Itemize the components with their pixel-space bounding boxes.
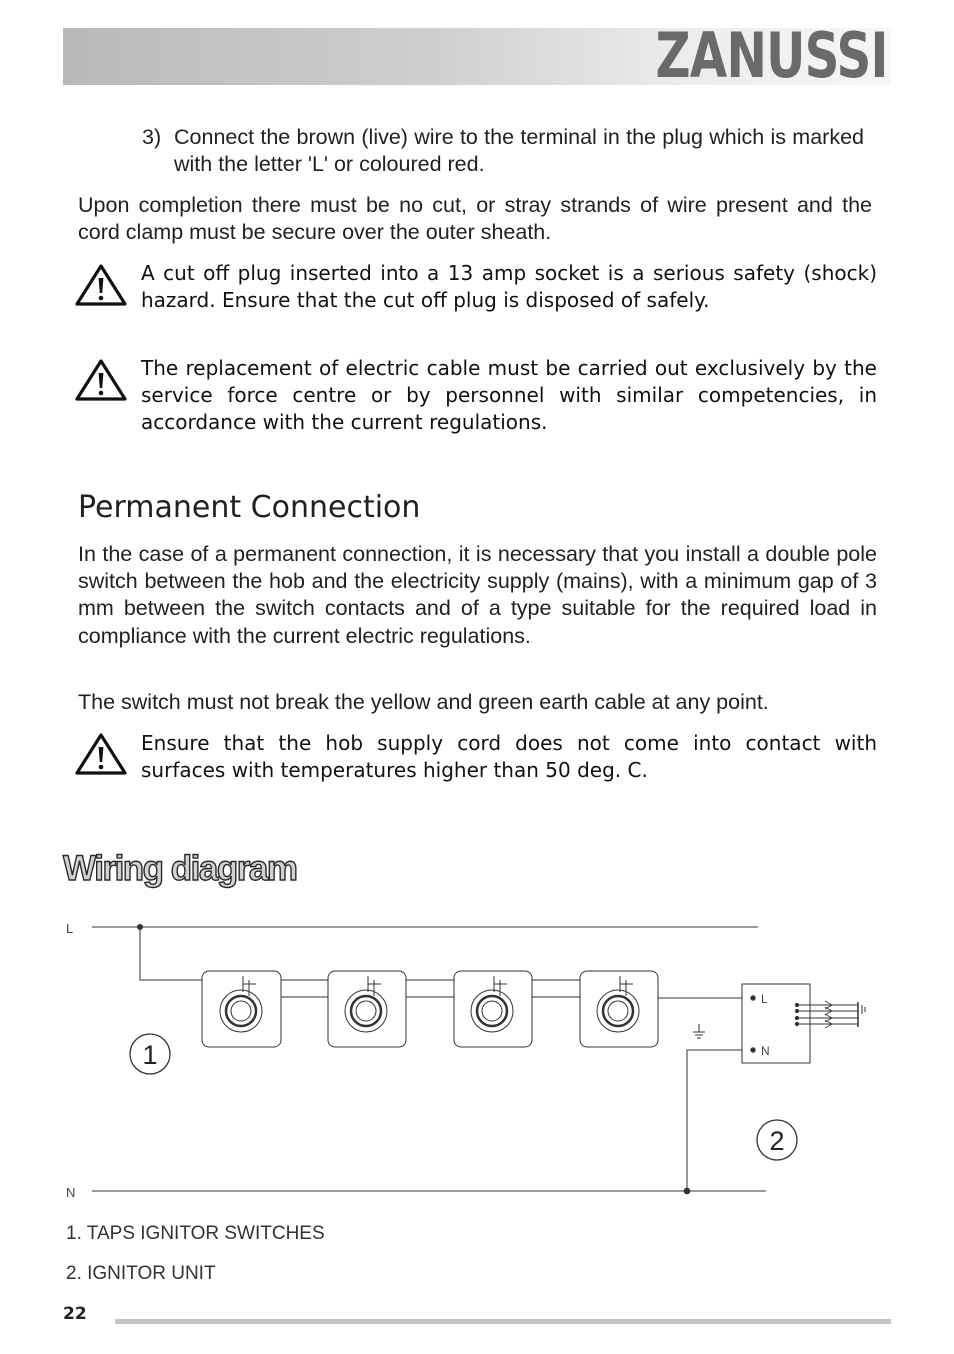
terminal-dot [751,996,755,1000]
live-drop-wire [140,927,202,980]
callout-2-label: 2 [769,1126,785,1156]
warning-text: Ensure that the hob supply cord does not come into contact with surfaces with temperatures higher than 50 deg. C. [141,731,877,782]
section-title: Permanent Connection [78,490,421,525]
wiring-diagram [0,900,954,1210]
unit-terminal-neutral-label: N [761,1044,770,1058]
legend-item: 2. IGNITOR UNIT [66,1263,216,1284]
terminal-dot [751,1048,755,1052]
footer-bar [115,1319,891,1324]
earth-cable-paragraph: The switch must not break the yellow and green earth cable at any point. [78,690,769,714]
earth-symbol-icon [693,1024,705,1038]
tap-ignitor-switch [454,971,532,1047]
warning-text: The replacement of electric cable must be carried out exclusively by the service force centre or by personnel with similar competencies, in accordance with the current regulations. [141,356,877,434]
callout-1-label: 1 [142,1040,158,1070]
completion-paragraph: Upon completion there must be no cut, or stray strands of wire present and the cord clamp must be secure over the outer sheath. [78,193,872,244]
neutral-wire [687,1050,742,1191]
tap-ignitor-switch [328,971,406,1047]
warning-icon [74,358,128,402]
live-line-label: L [66,921,74,936]
unit-terminal-live-label: L [761,992,768,1006]
step-text: Connect the brown (live) wire to the terminal in the plug which is marked with the letter 'L' or coloured red. [174,125,864,176]
neutral-line-label: N [66,1185,76,1200]
tap-ignitor-switch [202,971,281,1047]
junction-dot [684,1188,690,1194]
warning-icon [74,263,128,307]
ignitor-output-leads [795,1001,865,1028]
tap-ignitor-switch [580,971,658,1047]
step-number: 3) [142,125,162,149]
warning-icon [74,732,128,776]
warning-text: A cut off plug inserted into a 13 amp socket is a serious safety (shock) hazard. Ensure that the cut off plug is disposed of safely. [141,261,877,312]
wiring-diagram-title: Wiring diagram [63,849,297,888]
legend-item: 1. TAPS IGNITOR SWITCHES [66,1223,325,1244]
brand-logo: ZANUSSI [655,19,888,92]
permanent-connection-paragraph: In the case of a permanent connection, it is necessary that you install a double pole switch between the hob and the electricity supply (mains), with a minimum gap of 3 mm between the switch contacts and of a type suitable for the required load in compliance with the current electric regulations. [78,542,877,648]
page-number: 22 [63,1304,87,1324]
